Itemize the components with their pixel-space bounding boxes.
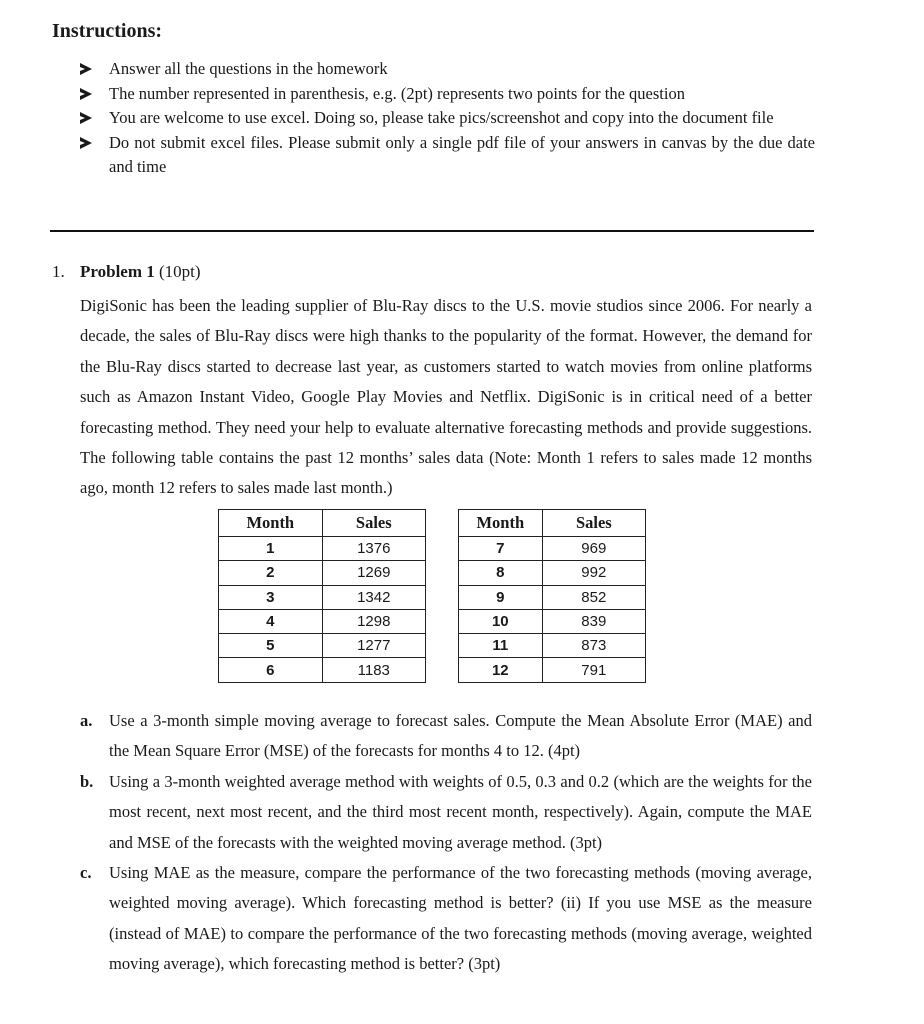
sales-cell: 791	[542, 658, 645, 682]
sales-header: Sales	[542, 510, 645, 537]
table-row	[459, 585, 646, 609]
month-cell: 1	[219, 537, 323, 561]
sales-header: Sales	[322, 510, 425, 537]
question-text: Using MAE as the measure, compare the performance of the two forecasting methods (moving average, weighted moving average). Which forecasting method is better? (ii) If you use MSE as the measure (instead of MAE) to compare the performance of the two forecasting methods (moving average, weighted moving average), which forecasting method is better? (3pt)	[109, 863, 812, 974]
table-row	[219, 658, 426, 682]
month-cell: 8	[459, 561, 543, 585]
month-cell: 2	[219, 561, 323, 585]
problem-points: (10pt)	[159, 262, 201, 281]
question-label: c.	[80, 863, 92, 883]
month-cell: 5	[219, 634, 323, 658]
sales-table-left	[218, 509, 426, 683]
question-item	[80, 706, 812, 767]
table-row	[219, 561, 426, 585]
problem-description: DigiSonic has been the leading supplier of Blu-Ray discs to the U.S. movie studios since 2006. For nearly a decade, the sales of Blu-Ray discs were high thanks to the popularity of the format. However, the demand for the Blu-Ray discs started to decrease last year, as customers started to watch movies from online platforms such as Amazon Instant Video, Google Play Movies and Netflix. DigiSonic is in critical need of a better forecasting method. They need your help to evaluate alternative forecasting methods and provide suggestions. The following table contains the past 12 months’ sales data (Note: Month 1 refers to sales made 12 months ago, month 12 refers to sales made last month.)	[80, 296, 812, 498]
table-row	[459, 634, 646, 658]
instruction-item	[80, 106, 815, 131]
table-row	[459, 561, 646, 585]
sales-cell: 1298	[322, 609, 425, 633]
table-row	[219, 585, 426, 609]
arrow-bullet-icon	[80, 63, 92, 75]
question-text: Using a 3-month weighted average method with weights of 0.5, 0.3 and 0.2 (which are the weights for the most recent, next most recent, and the third most recent month, respectively). Again, compute the MAE and MSE of the forecasts with the weighted moving average method. (3pt)	[109, 771, 812, 852]
sales-cell: 1277	[322, 634, 425, 658]
month-cell: 6	[219, 658, 323, 682]
instruction-text: You are welcome to use excel. Doing so, please take pics/screenshot and copy into the document file	[109, 108, 774, 127]
question-item	[80, 767, 812, 858]
table-row	[459, 609, 646, 633]
sales-cell: 873	[542, 634, 645, 658]
instruction-item	[80, 82, 815, 107]
section-divider	[50, 230, 814, 232]
instruction-item	[80, 57, 815, 82]
table-row	[219, 537, 426, 561]
instructions-list	[80, 57, 815, 180]
table-row	[459, 658, 646, 682]
arrow-bullet-icon	[80, 88, 92, 100]
arrow-bullet-icon	[80, 137, 92, 149]
month-cell: 4	[219, 609, 323, 633]
instruction-text: Do not submit excel files. Please submit only a single pdf file of your answers in canvas by the due date and time	[109, 132, 815, 176]
month-cell: 11	[459, 634, 543, 658]
table-row	[219, 634, 426, 658]
arrow-bullet-icon	[80, 112, 92, 124]
month-cell: 7	[459, 537, 543, 561]
sales-cell: 1342	[322, 585, 425, 609]
sales-cell: 1376	[322, 537, 425, 561]
table-header-row	[459, 510, 646, 537]
instruction-text: The number represented in parenthesis, e.g. (2pt) represents two points for the question	[109, 83, 685, 103]
sales-table-right	[458, 509, 646, 683]
table-header-row	[219, 510, 426, 537]
sales-cell: 1183	[322, 658, 425, 682]
problem-number: 1.	[52, 262, 65, 281]
problem-heading	[52, 262, 201, 282]
sales-cell: 852	[542, 585, 645, 609]
month-cell: 12	[459, 658, 543, 682]
table-row	[459, 537, 646, 561]
instructions-title: Instructions:	[52, 20, 163, 42]
month-cell: 9	[459, 585, 543, 609]
sales-cell: 992	[542, 561, 645, 585]
question-text: Use a 3-month simple moving average to forecast sales. Compute the Mean Absolute Error (MAE) and the Mean Square Error (MSE) of the forecasts for months 4 to 12. (4pt)	[109, 711, 812, 761]
question-label: b.	[80, 771, 94, 791]
questions-list	[80, 706, 812, 980]
month-cell: 10	[459, 609, 543, 633]
table-row	[219, 609, 426, 633]
problem-name: Problem 1	[80, 262, 155, 281]
question-item	[80, 858, 812, 980]
instruction-item	[80, 131, 815, 180]
month-header: Month	[219, 510, 323, 537]
question-label: a.	[80, 711, 93, 730]
sales-cell: 1269	[322, 561, 425, 585]
sales-cell: 839	[542, 609, 645, 633]
instruction-text: Answer all the questions in the homework	[109, 59, 388, 78]
month-header: Month	[459, 510, 543, 537]
month-cell: 3	[219, 585, 323, 609]
sales-cell: 969	[542, 537, 645, 561]
